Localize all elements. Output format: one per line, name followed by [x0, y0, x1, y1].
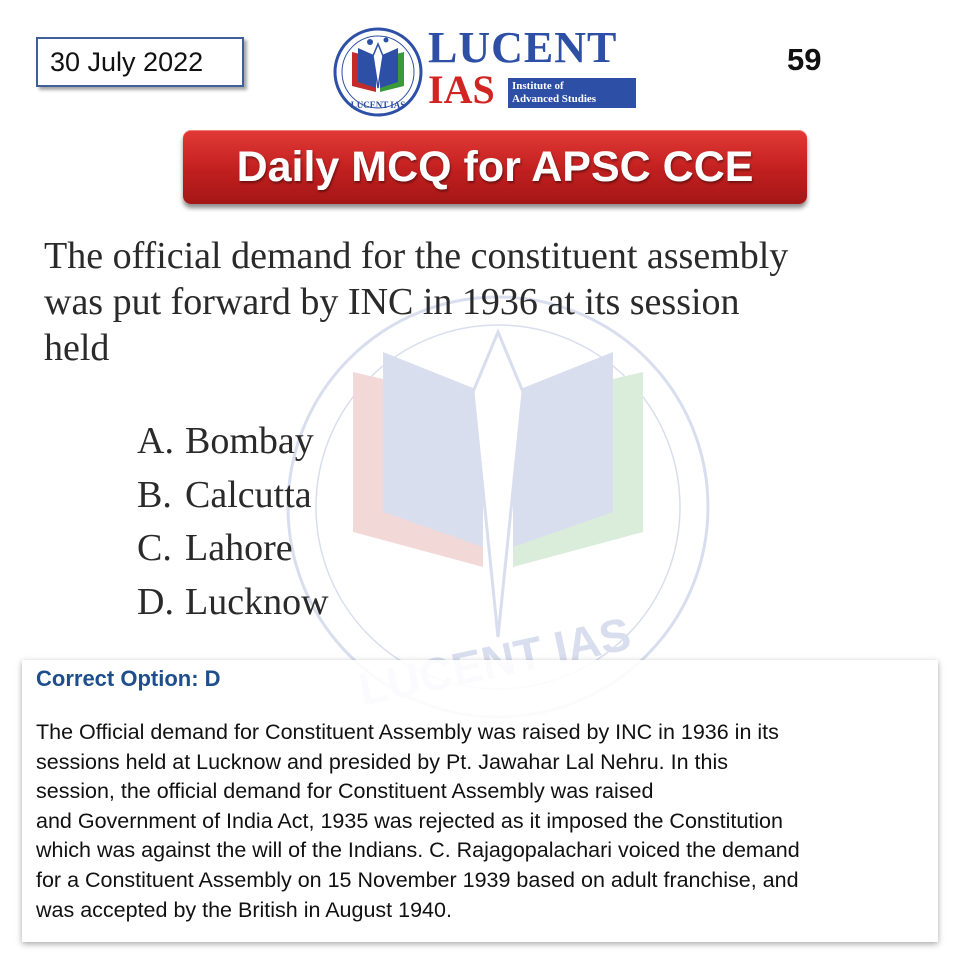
date-text: 30 July 2022: [50, 46, 204, 77]
question-line: held: [44, 327, 110, 369]
page-number: 59: [787, 42, 822, 77]
answer-box: [22, 660, 938, 942]
option-text: Lahore: [185, 527, 293, 569]
lucent-ias-logo: [332, 24, 642, 120]
explanation-line: sessions held at Lucknow and presided by Pt. Jawahar Lal Nehru. In this: [36, 749, 728, 774]
explanation-line: session, the official demand for Constituent Assembly was raised: [36, 779, 654, 804]
option-letter: A.: [137, 420, 174, 462]
option-letter: C.: [137, 527, 172, 569]
question-text: [44, 233, 924, 371]
option-b: [137, 469, 329, 523]
book-pen-icon: [332, 26, 424, 118]
banner-title: Daily MCQ for APSC CCE: [236, 142, 754, 191]
logo-ias: IAS: [428, 67, 495, 112]
title-banner: [183, 130, 807, 204]
emblem-text: LUCENT IAS: [350, 100, 406, 110]
logo-tagline-line1: Institute of: [512, 80, 564, 92]
explanation-line: which was against the will of the Indians. C. Rajagopalachari voiced the demand: [36, 838, 800, 863]
question-line: The official demand for the constituent assembly: [44, 235, 789, 277]
options-list: [137, 415, 329, 629]
option-c: [137, 522, 329, 576]
logo-title: LUCENT: [428, 23, 618, 72]
option-text: Lucknow: [185, 580, 329, 623]
explanation-line: The Official demand for Constituent Assembly was raised by INC in 1936 in its: [36, 720, 779, 744]
correct-option: Correct Option: D: [36, 666, 221, 691]
option-letter: D.: [137, 580, 174, 623]
logo-tagline: [508, 78, 636, 108]
explanation-line: was accepted by the British in August 1940.: [36, 897, 452, 922]
explanation: [36, 718, 924, 925]
option-d: [137, 576, 329, 630]
explanation-line: for a Constituent Assembly on 15 November 1939 based on adult franchise, and: [36, 867, 799, 892]
option-text: Bombay: [185, 420, 314, 462]
date-box: [36, 37, 244, 87]
option-letter: B.: [137, 473, 172, 516]
explanation-line: and Government of India Act, 1935 was rejected as it imposed the Constitution: [36, 808, 783, 833]
logo-tagline-line2: Advanced Studies: [512, 93, 597, 105]
option-text: Calcutta: [185, 473, 312, 516]
option-a: [137, 415, 329, 469]
question-line: was put forward by INC in 1936 at its session: [44, 281, 740, 323]
